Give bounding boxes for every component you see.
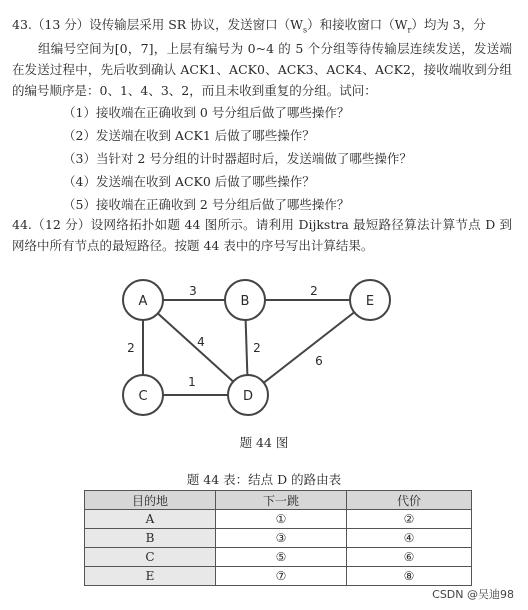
- cell-next-hop: ③: [216, 529, 347, 548]
- cell-next-hop: ⑤: [216, 548, 347, 567]
- weight-a-d: 4: [197, 335, 205, 349]
- edge-d-e: [248, 300, 370, 395]
- table-row: [85, 510, 472, 529]
- node-label-e: E: [365, 294, 375, 309]
- network-topology-graph: [0, 272, 528, 442]
- cell-next-hop: ①: [216, 510, 347, 529]
- cell-destination: B: [85, 529, 216, 548]
- weight-a-b: 3: [189, 284, 197, 298]
- node-label-a: A: [138, 294, 148, 309]
- table-row: [85, 529, 472, 548]
- q43-sub-4: （4）发送端在收到 ACK0 后做了哪些操作？: [63, 174, 315, 189]
- graph-caption: 题 44 图: [239, 435, 289, 450]
- weight-b-e: 2: [310, 284, 318, 298]
- q43-body: 组编号空间为[0，7]，上层有编号为 0~4 的 5 个分组等待传输层连续发送，发送端在发送过程中，先后收到确认 ACK1、ACK0、ACK3、ACK4、ACK2，接收端收到分组的编号顺序是：0、1、4、3、2，而且未收到重复的分组。试问：: [12, 41, 512, 98]
- q44-body: 44.（12 分）设网络拓扑如题 44 图所示。请利用 Dijkstra 最短路径算法计算节点 D 到网络中所有节点的最短路径。按题 44 表中的序号写出计算结果。: [12, 217, 512, 253]
- ws-subscript: s: [303, 25, 308, 35]
- q43-sub-2: （2）发送端在收到 ACK1 后做了哪些操作？: [63, 128, 315, 143]
- table-title: 题 44 表：结点 D 的路由表: [186, 472, 342, 487]
- header-destination: 目的地: [85, 491, 216, 510]
- node-label-b: B: [240, 294, 250, 309]
- table-row: [85, 548, 472, 567]
- cell-next-hop: ⑦: [216, 567, 347, 586]
- weight-a-c: 2: [127, 341, 135, 355]
- cell-cost: ⑥: [347, 548, 472, 567]
- q43-header-part3: ）均为 3，分: [411, 17, 486, 32]
- weight-c-d: 1: [188, 375, 196, 389]
- q43-sub-1: （1）接收端在正确收到 0 号分组后做了哪些操作？: [63, 105, 350, 120]
- cell-destination: A: [85, 510, 216, 529]
- header-next-hop: 下一跳: [216, 491, 347, 510]
- weight-b-d: 2: [253, 341, 261, 355]
- q43-sub-3: （3）当针对 2 号分组的计时器超时后，发送端做了哪些操作？: [63, 151, 412, 166]
- table-row: [85, 567, 472, 586]
- node-label-d: D: [242, 389, 254, 404]
- table-header-row: [85, 491, 472, 510]
- csdn-watermark: CSDN @吴迪98: [432, 588, 514, 601]
- cell-destination: C: [85, 548, 216, 567]
- wr-subscript: r: [407, 25, 412, 35]
- cell-destination: E: [85, 567, 216, 586]
- routing-table: [84, 490, 472, 586]
- q43-sub-5: （5）接收端在正确收到 2 号分组后做了哪些操作？: [63, 197, 350, 212]
- q43-header-part1: 43.（13 分）设传输层采用 SR 协议，发送窗口（W: [12, 17, 304, 32]
- node-label-c: C: [138, 389, 148, 404]
- cell-cost: ②: [347, 510, 472, 529]
- cell-cost: ⑧: [347, 567, 472, 586]
- q43-header-part2: ）和接收窗口（W: [307, 17, 408, 32]
- cell-cost: ④: [347, 529, 472, 548]
- weight-d-e: 6: [315, 354, 323, 368]
- q43-header: [12, 16, 486, 40]
- header-cost: 代价: [347, 491, 472, 510]
